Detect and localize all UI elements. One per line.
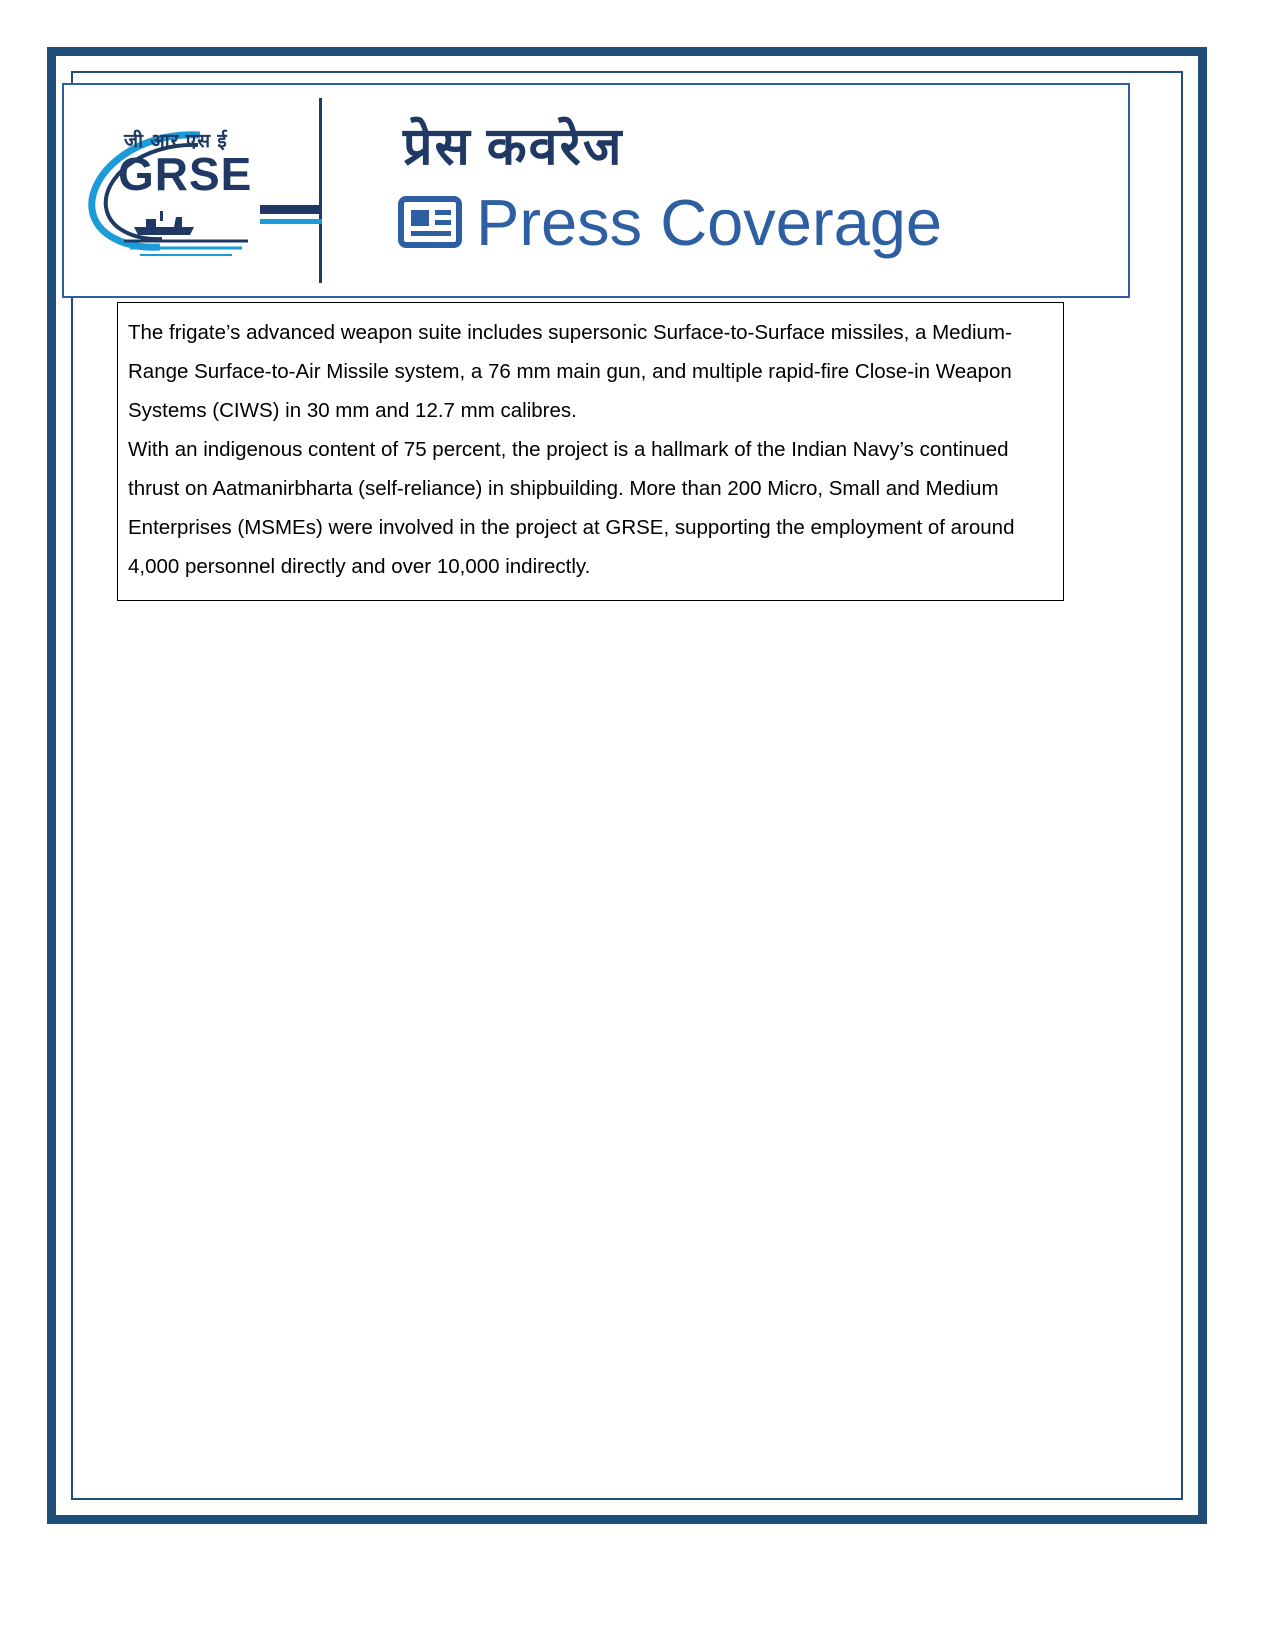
article-text-box [117,302,1064,601]
article-paragraph-2: With an indigenous content of 75 percent, the project is a hallmark of the Indian Navy’s continued thrust on Aatmanirbharta (self-reliance) in shipbuilding. More than 200 Micro, Small and Medium Enterprises (MSMEs) were involved in the project at GRSE, supporting the employment of around 4,000 personnel directly and over 10,000 indirectly. [128,438,1015,578]
grse-logo [64,85,319,296]
title-hindi: प्रेस कवरेज [403,119,624,176]
logo-bar-navy [260,205,322,214]
document-header [62,83,1130,298]
logo-bar-cyan [260,219,322,224]
title-english: Press Coverage [476,186,943,259]
article-paragraph-1: The frigate’s advanced weapon suite includes supersonic Surface-to-Surface missiles, a Medium-Range Surface-to-Air Missile system, a 76 mm main gun, and multiple rapid-fire Close-in Weapon Systems (CIWS) in 30 mm and 12.7 mm calibres. [128,321,1012,422]
logo-hindi-text: जी आर एस ई [124,131,228,152]
newspaper-icon [398,191,464,258]
logo-brand-text: GRSE [118,148,253,200]
header-divider [319,98,322,283]
header-title-block [328,85,1128,296]
ship-icon [116,201,256,268]
